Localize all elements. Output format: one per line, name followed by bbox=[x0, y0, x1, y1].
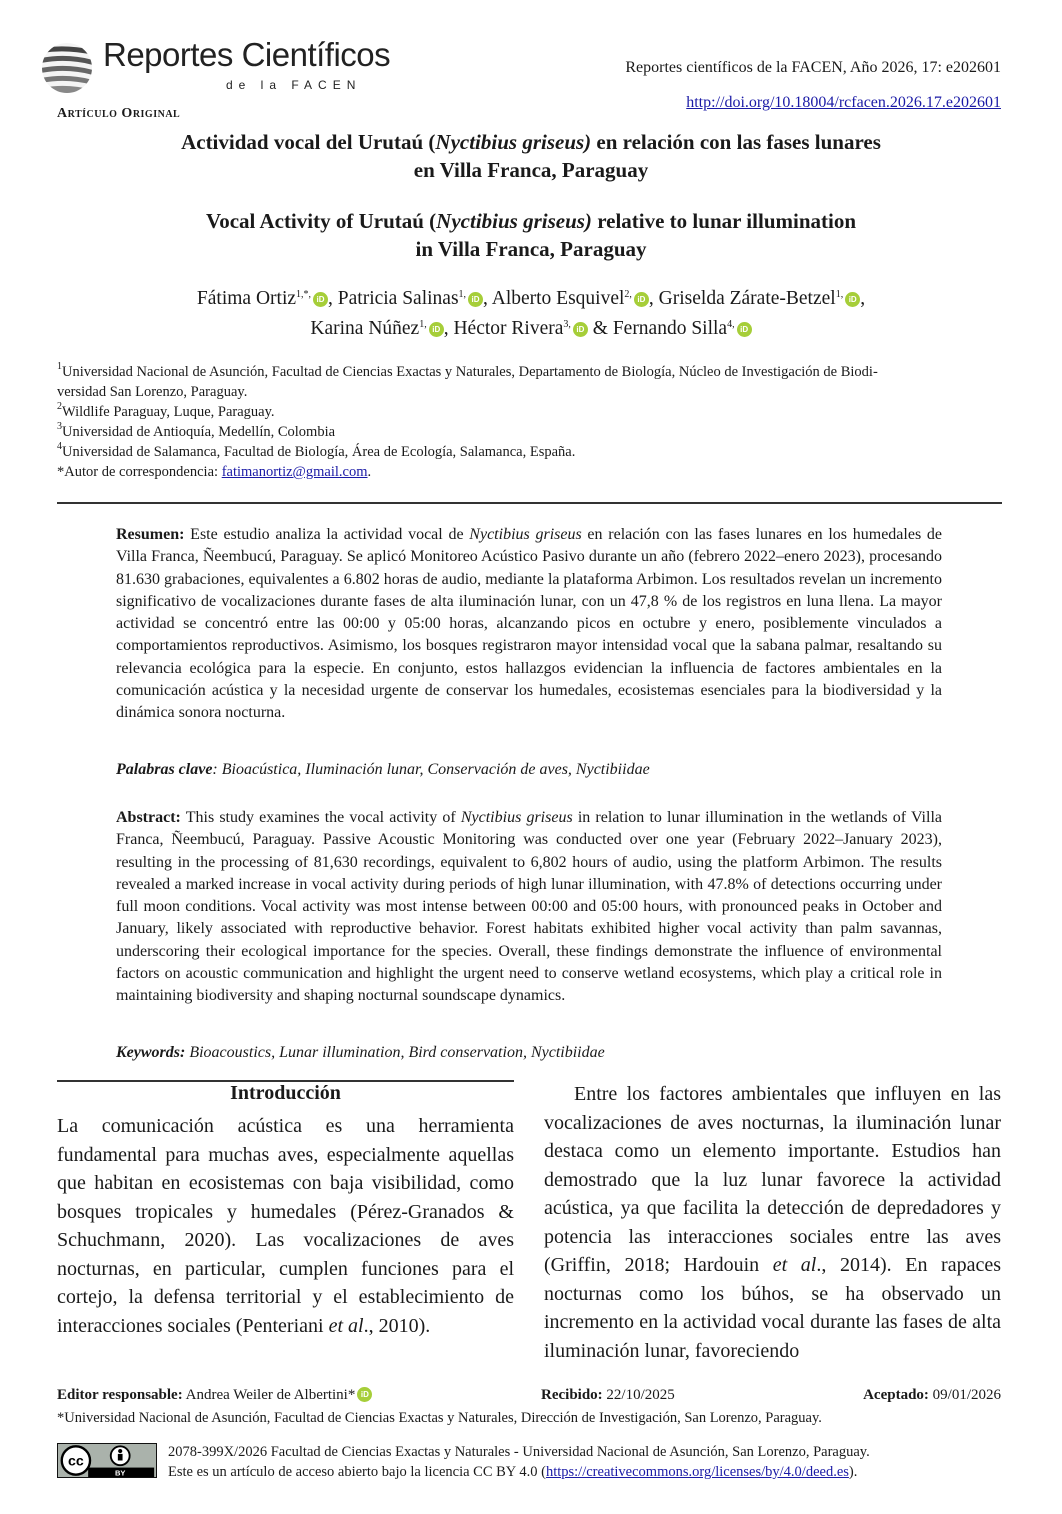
author-name: Karina Núñez bbox=[310, 318, 420, 339]
author-name: Patricia Salinas bbox=[337, 288, 459, 309]
author-name: Griselda Zárate-Betzel bbox=[658, 288, 836, 309]
author-name: Fátima Ortiz bbox=[196, 288, 297, 309]
orcid-icon[interactable]: iD bbox=[357, 1387, 372, 1402]
svg-text:BY: BY bbox=[114, 1468, 126, 1478]
article-type: Artículo Original bbox=[57, 106, 181, 121]
journal-logo-globe bbox=[41, 42, 93, 94]
body-column-right: Entre los factores ambientales que influyen en las vocalizaciones de aves nocturnas, la iluminación lunar destaca como un elemento importante. Estudios han demostrado que la luz lunar favorece la actividad acústica, ya que facilita la detección de depredadores y potencia las interacciones sociales entre las aves (Griffin, 2018; Hardouin et al., 2014). En rapaces nocturnas como los búhos, se ha observado un incremento en la actividad vocal durante las fases de alta iluminación lunar, favoreciendo bbox=[544, 1083, 1002, 1362]
license-text: 2078-399X/2026 Facultad de Ciencias Exactas y Naturales - Universidad Nacional de Asunción, San Lorenzo, Paraguay. Este es un artículo de acceso abierto bajo la licencia CC BY 4.0 (https://creativecommons.org/licenses/by/4.0/deed.es). bbox=[168, 1444, 870, 1480]
affiliations: $^1$Universidad Nacional de Asunción, Facultad de Ciencias Exactas y Naturales, Departamento de Biología, Núcleo de Investigación de Biodi- versidad San Lorenzo, Paraguay. $^2$Wildlife Paraguay, Luque, Paraguay. $^3$Universidad de Antioquía, Medellín, Colombia $^4$Universidad de Salamanca, Facultad de Biología, Área de Ecología, Salamanca, España. *Autor de correspondencia: fatimanortiz@gmail.com. bbox=[57, 361, 878, 480]
accepted-date: Aceptado: 09/01/2026 bbox=[863, 1387, 1001, 1403]
journal-reference: Reportes científicos de la FACEN, Año 2026, 17: e202601 bbox=[625, 59, 1001, 76]
orcid-icon[interactable]: iD bbox=[468, 292, 483, 307]
editor-affiliation: *Universidad Nacional de Asunción, Facultad de Ciencias Exactas y Naturales, Dirección de Investigación, San Lorenzo, Paraguay. bbox=[57, 1410, 822, 1426]
palabras-clave: Palabras clave: Bioacústica, Iluminación lunar, Conservación de aves, Nyctibiidae bbox=[116, 761, 650, 778]
author-name: Fernando Silla bbox=[612, 318, 728, 339]
abstract-section: Abstract: This study examines the vocal activity of Nyctibius griseus in relation to lunar illumination in the wetlands of Villa Franca, Ñeembucú, Paraguay. Passive Acoustic Monitoring was conducted over one year (February 2022–January 2023), resulting in the processing of 81,630 recordings, equivalent to 6,802 hours of audio, using the platform Arbimon. The results revealed a marked increase in vocal activity during periods of high lunar illumination, with 47.8% of detections occurring under full moon conditions. Vocal activity was most intense between 00:00 and 05:00 hours, with pronounced peaks in October and January, likely associated with reproductive behavior. Forest habitats exhibited higher vocal activity than palm savannas, underscoring their ecological importance for the species. Overall, these findings demonstrate the influence of environmental factors on acoustic communication and highlight the urgent need to conserve wetland ecosystems, which play a critical role in maintaining biodiversity and shaping nocturnal soundscape dynamics. bbox=[116, 809, 942, 1005]
keywords: Keywords: Bioacoustics, Lunar illumination, Bird conservation, Nyctibiidae bbox=[116, 1044, 605, 1061]
editor-responsable: Editor responsable: Andrea Weiler de Albertini* iD bbox=[57, 1387, 372, 1404]
section-heading-introduccion: Introducción bbox=[230, 1082, 341, 1104]
svg-text:cc: cc bbox=[68, 1452, 84, 1469]
resumen-section: Resumen: Este estudio analiza la actividad vocal de Nyctibius griseus en relación con las fases lunares en los humedales de Villa Franca, Ñeembucú, Paraguay. Se aplicó Monitoreo Acústico Pasivo durante un año (febrero 2022–enero 2023), procesando 81.630 grabaciones, equivalentes a 6.802 horas de audio, mediante la plataforma Arbimon. Los resultados revelan un incremento significativo de vocalizaciones durante fases de alta iluminación lunar, con un 47,8 % de los registros en luna llena. La mayor actividad se concentró entre las 00:00 y 05:00 horas, alcanzando picos en octubre y enero, posiblemente vinculados a comportamientos reproductivos. Asimismo, los bosques registraron mayor intensidad vocal que la sabana palmar, resaltando su relevancia ecológica para la especie. En conjunto, estos hallazgos evidencian la influencia de factores ambientales en la comunicación acústica y la necesidad urgente de conservar los humedales, ecosistemas esenciales para la biodiversidad y la dinámica sonora nocturna. bbox=[116, 526, 943, 722]
orcid-icon[interactable]: iD bbox=[429, 322, 444, 337]
cc-by-license-badge[interactable] bbox=[57, 1443, 157, 1478]
author-list: Fátima Ortiz$^{1,*,}$ iD , Patricia Salinas$^{1,}$ iD , Alberto Esquivel$^{2,}$ iD , Griselda Zárate-Betzel$^{1,}$ iD , Karina Núñez$^{1,}$ iD , Héctor Rivera$^{3,}$ iD & Fernando Silla$^{4,}$ iD bbox=[196, 288, 866, 339]
title-spanish: Actividad vocal del Urutaú (Nyctibius griseus) en relación con las fases lunares en Villa Franca, Paraguay bbox=[181, 130, 881, 182]
journal-logo-title: Reportes Científicos bbox=[103, 36, 391, 73]
body-column-left: La comunicación acústica es una herramienta fundamental para muchas aves, especialmente aquellas que habitan en ecosistemas con baja visibilidad, como bosques tropicales y humedales (Pérez-Granados & Schuchmann, 2020). Las vocalizaciones de aves nocturnas, en particular, cumplen funciones para el cortejo, la defensa territorial y el establecimiento de interacciones sociales (Penteriani et al., 2010). bbox=[57, 1115, 514, 1337]
orcid-icon[interactable]: iD bbox=[313, 292, 328, 307]
orcid-icon[interactable]: iD bbox=[737, 322, 752, 337]
doi-link[interactable]: http://doi.org/10.18004/rcfacen.2026.17.e202601 bbox=[686, 94, 1001, 111]
orcid-icon[interactable]: iD bbox=[845, 292, 860, 307]
received-date: Recibido: 22/10/2025 bbox=[541, 1387, 675, 1403]
divider bbox=[57, 502, 1002, 504]
orcid-icon[interactable]: iD bbox=[634, 292, 649, 307]
orcid-icon[interactable]: iD bbox=[573, 322, 588, 337]
author-name: Héctor Rivera bbox=[453, 318, 564, 339]
author-name: Alberto Esquivel bbox=[491, 288, 625, 309]
license-url-link[interactable]: https://creativecommons.org/licenses/by/4.0/deed.es bbox=[545, 1464, 849, 1480]
title-english: Vocal Activity of Urutaú (Nyctibius griseus) relative to lunar illumination in Villa Franca, Paraguay bbox=[205, 209, 857, 261]
correspondence-email-link[interactable]: fatimanortiz@gmail.com bbox=[221, 464, 368, 480]
journal-logo-subtitle: de la FACEN bbox=[226, 78, 362, 92]
